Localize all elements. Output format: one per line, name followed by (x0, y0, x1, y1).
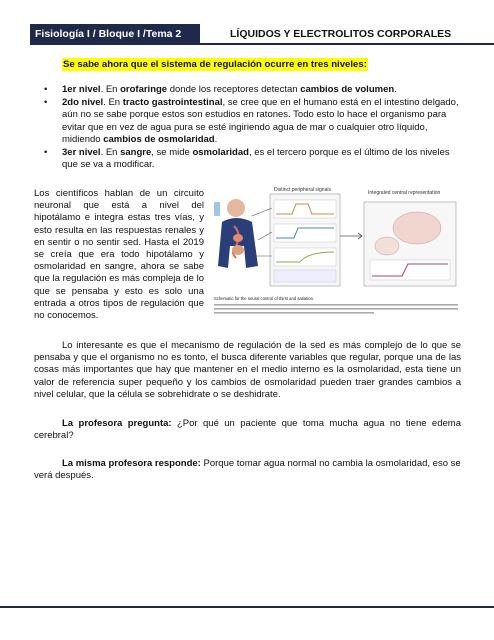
peripheral-signals-panel (270, 187, 340, 286)
level-key: orofaringe (120, 84, 168, 95)
thirst-control-figure (212, 186, 462, 318)
figure-illustration (212, 186, 462, 318)
level-text: . En (103, 97, 123, 109)
level-text: , se cree que en el humano está en el intestino delgado, aún no se sabe porque estos son estudios en ratones. Todo esto lo hace el organismo para evitar que en vez de agua pura se esté ingiriendo agua de mar o cualquier otro líquido, midiendo (62, 97, 459, 145)
bullet-icon: • (44, 97, 48, 109)
document-title: LÍQUIDOS Y ELECTROLITOS CORPORALES (230, 28, 452, 40)
peripheral-title: Distinct peripheral signals (274, 187, 331, 193)
list-item (34, 84, 464, 96)
level-key: cambios de volumen (300, 84, 395, 95)
level-key: cambios de osmolaridad (103, 133, 215, 145)
central-title: Integrated central representation (368, 190, 441, 196)
answer-label: La misma profesora responde: (62, 458, 201, 469)
answer-paragraph (34, 458, 461, 482)
central-representation-panel (364, 190, 456, 286)
question-text: ¿Por qué un paciente que toma mucha agua no tiene edema cerebral? (34, 418, 461, 442)
level-key: tracto gastrointestinal (122, 97, 223, 109)
page-header (0, 24, 494, 44)
list-item (34, 147, 464, 171)
paragraph-neural-circuit: Los científicos hablan de un circuito neuronal que está a nivel del hipotálamo e integra estas tres vías, y esto resulta en las respuestas renales y en sentir o no sentir sed. Hasta el 2019 se creía que era todo hipotálamo y osmolaridad en sangre, ahora se sabe que la regulación es más compleja de lo que se pensaba y esto es solo una entrada a otros tipos de regulación que no conocemos. (34, 188, 204, 322)
bullet-icon: • (44, 84, 48, 95)
level-text: . En (100, 84, 121, 95)
header-rule (30, 43, 494, 45)
level-label: 2do nivel (62, 97, 104, 109)
question-paragraph (34, 418, 461, 442)
level-text: . (394, 84, 397, 95)
footer-rule (0, 606, 494, 608)
level-key: sangre (120, 147, 152, 159)
level-text: , se mide (151, 147, 193, 159)
answer-text: Porque tomar agua normal no cambia la osmolaridad, eso se verá después. (34, 458, 461, 482)
level-label: 1er nivel (62, 84, 101, 95)
level-text: donde los receptores detectan (167, 84, 301, 95)
intro-highlight: Se sabe ahora que el sistema de regulación ocurre en tres niveles: (63, 59, 367, 70)
level-label: 3er nivel (62, 147, 101, 159)
figure-caption: Schematic for the neural control of thirst and satiation. (214, 296, 315, 301)
level-key: osmolaridad (192, 147, 249, 159)
list-item (34, 97, 464, 146)
paragraph-complexity: Lo interesante es que el mecanismo de regulación de la sed es más complejo de lo que se pensaba y que el organismo no es tonto, el busca diferente variables que regular, porque una de las cosas más importantes que hay que mantener en el medio interno es la osmolaridad, esta tiene un valor de referencia super pequeño y los cambios de osmolaridad pueden traer grandes cambios a nivel celular, que la célula se sobrehidrate o se deshidrate. (34, 340, 461, 400)
level-text: , es el tercero porque es el último de los niveles que se va a modificar. (62, 147, 450, 171)
level-text: . (214, 133, 218, 145)
bullet-icon: • (44, 147, 48, 159)
levels-list (34, 84, 464, 172)
section-label: Fisiología I / Bloque I /Tema 2 (30, 24, 200, 44)
question-label: La profesora pregunta: (62, 418, 172, 429)
level-text: . En (100, 147, 121, 159)
